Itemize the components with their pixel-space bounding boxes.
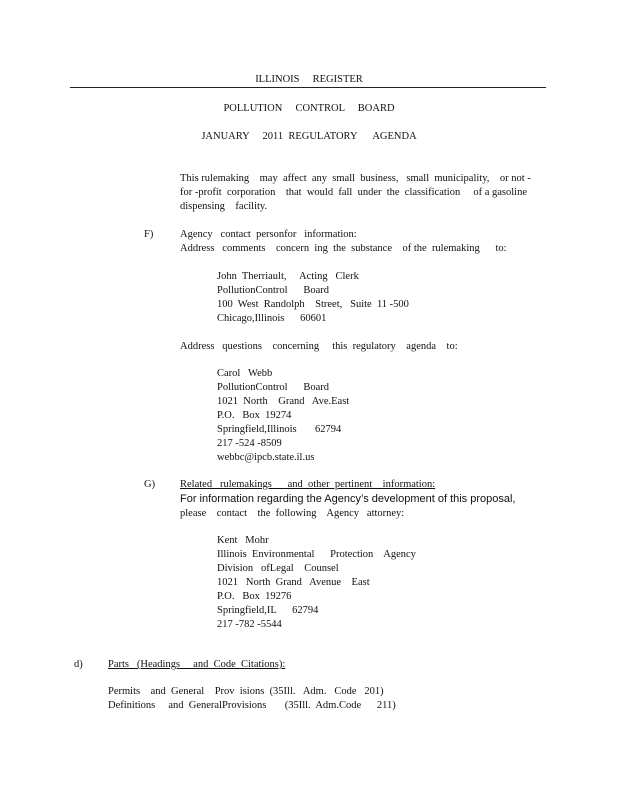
attorney-line: Illinois Environmental Protection Agency bbox=[217, 549, 416, 560]
contact2-email: webbc@ipcb.state.il.us bbox=[217, 452, 315, 463]
section-f-heading: Agency contact personfor information: bbox=[180, 229, 357, 240]
contact2-line: P.O. Box 19274 bbox=[217, 410, 292, 421]
part-citation: Permits and General Prov isions (35Ill. Adm. Code 201) bbox=[108, 686, 384, 697]
intro-line-3: dispensing facility. bbox=[180, 201, 268, 212]
contact1-line: John Therriault, Acting Clerk bbox=[217, 271, 359, 282]
agenda-title: JANUARY 2011 REGULATORY AGENDA bbox=[201, 131, 417, 142]
contact2-line: Springfield,Illinois 62794 bbox=[217, 424, 342, 435]
section-g-heading: Related rulemakings and other pertinent information: bbox=[180, 479, 436, 490]
section-g-letter: G) bbox=[144, 479, 156, 490]
part-citation: Definitions and GeneralProvisions (35Ill. Adm.Code 211) bbox=[108, 700, 396, 711]
section-f-letter: F) bbox=[144, 229, 154, 240]
intro-line-2: for -profit corporation that would fall under the classification of a gasoline bbox=[180, 187, 527, 198]
please-contact-line: please contact the following Agency attorney: bbox=[180, 508, 405, 519]
attorney-line: P.O. Box 19276 bbox=[217, 591, 292, 602]
contact2-line: 217 -524 -8509 bbox=[217, 438, 282, 449]
contact2-line: Carol Webb bbox=[217, 368, 273, 379]
agency-info-line: For information regarding the Agency’s development of this proposal, bbox=[180, 493, 516, 505]
attorney-line: Springfield,IL 62794 bbox=[217, 605, 319, 616]
contact1-line: 100 West Randolph Street, Suite 11 -500 bbox=[217, 299, 409, 310]
contact2-line: 1021 North Grand Ave.East bbox=[217, 396, 350, 407]
header-rule bbox=[70, 87, 546, 88]
contact1-line: Chicago,Illinois 60601 bbox=[217, 313, 327, 324]
register-title: ILLINOIS REGISTER bbox=[255, 74, 363, 85]
contact1-line: PollutionControl Board bbox=[217, 285, 330, 296]
address-comments-line: Address comments concern ing the substance of the rulemaking to: bbox=[180, 243, 507, 254]
attorney-line: Division ofLegal Counsel bbox=[217, 563, 339, 574]
board-title: POLLUTION CONTROL BOARD bbox=[223, 103, 395, 114]
attorney-line: Kent Mohr bbox=[217, 535, 269, 546]
section-d-letter: d) bbox=[74, 659, 83, 670]
contact2-line: PollutionControl Board bbox=[217, 382, 330, 393]
attorney-line: 217 -782 -5544 bbox=[217, 619, 282, 630]
section-d-heading: Parts (Headings and Code Citations): bbox=[108, 659, 286, 670]
intro-line-1: This rulemaking may affect any small business, small municipality, or not - bbox=[180, 173, 531, 184]
address-questions-line: Address questions concerning this regulatory agenda to: bbox=[180, 341, 458, 352]
attorney-line: 1021 North Grand Avenue East bbox=[217, 577, 370, 588]
